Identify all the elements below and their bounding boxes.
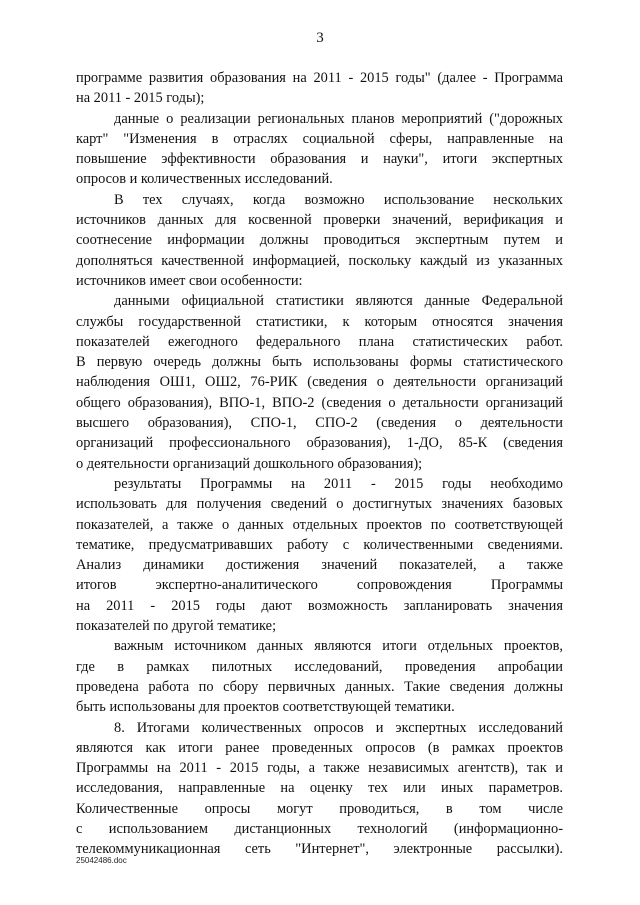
text-line: опросов и количественных исследований. [76, 171, 333, 188]
text-line: организаций профессионального образования), 1-ДО, 85-К (сведения [76, 435, 563, 452]
text-line: В тех случаях, когда возможно использование нескольких [114, 191, 563, 208]
text-line: исследования, направленные на оценку тех или иных параметров. [76, 780, 563, 797]
text-line: являются как итоги ранее проведенных опросов (в рамках проектов [76, 739, 563, 756]
text-line: 8. Итогами количественных опросов и экспертных исследований [114, 719, 563, 736]
text-line: быть использованы для проектов соответствующей тематики. [76, 699, 455, 716]
text-line: показателей ежегодного федерального плана статистических работ. [76, 333, 563, 350]
text-line: Анализ динамики достижения значений показателей, а также [76, 557, 563, 574]
text-line: на 2011 - 2015 годы дают возможность запланировать значения [76, 597, 563, 614]
text-line: с использованием дистанционных технологий (информационно- [76, 820, 563, 837]
document-body [76, 68, 563, 860]
text-line: карт" "Изменения в отраслях социальной сферы, направленные на [76, 130, 563, 147]
text-line: на 2011 - 2015 годы); [76, 90, 205, 107]
text-line: высшего образования), СПО-1, СПО-2 (сведения о деятельности [76, 415, 563, 432]
text-line: дополняться качественной информацией, поскольку каждый из указанных [76, 252, 563, 269]
text-line: о деятельности организаций дошкольного образования); [76, 455, 423, 472]
text-line: тематике, предусматривавших работу с количественными сведениями. [76, 536, 563, 553]
text-line: результаты Программы на 2011 - 2015 годы необходимо [114, 475, 563, 492]
text-line: источников имеет свои особенности: [76, 272, 303, 289]
text-line: где в рамках пилотных исследований, проведения апробации [76, 658, 563, 675]
text-line: использовать для получения сведений о достигнутых значениях базовых [76, 496, 563, 513]
text-line: программе развития образования на 2011 - 2015 годы" (далее - Программа [76, 70, 563, 86]
file-name-footer: 25042486.doc [76, 856, 127, 865]
text-line: В первую очередь должны быть использованы формы статистического [76, 354, 563, 371]
text-line: наблюдения ОШ1, ОШ2, 76-РИК (сведения о деятельности организаций [76, 374, 563, 391]
text-line: источников данных для косвенной проверки значений, верификация и [76, 212, 563, 229]
page-number: 3 [316, 30, 324, 46]
text-line: показателей по другой тематике; [76, 618, 277, 635]
text-line: итогов экспертно-аналитического сопровождения Программы [76, 577, 563, 594]
text-line: соотнесение информации должны проводиться экспертным путем и [76, 232, 563, 249]
text-line: показателей, а также о данных отдельных проектов по соответствующей [76, 516, 563, 533]
text-line: проведена работа по сбору первичных данных. Такие сведения должны [76, 678, 563, 695]
text-line: повышение эффективности образования и науки", итоги экспертных [76, 151, 563, 168]
text-line: данными официальной статистики являются данные Федеральной [114, 293, 563, 310]
text-line: данные о реализации региональных планов мероприятий ("дорожных [114, 110, 563, 127]
text-line: общего образования), ВПО-1, ВПО-2 (сведения о детальности организаций [76, 394, 563, 411]
text-line: Программы на 2011 - 2015 годы, а также независимых агентств), так и [76, 760, 563, 777]
text-line: Количественные опросы могут проводиться, в том числе [76, 800, 563, 817]
text-line: службы государственной статистики, к которым относятся значения [76, 313, 563, 330]
text-line: важным источником данных являются итоги отдельных проектов, [114, 638, 563, 655]
text-line: телекоммуникационная сеть "Интернет", электронные рассылки). [76, 841, 563, 858]
